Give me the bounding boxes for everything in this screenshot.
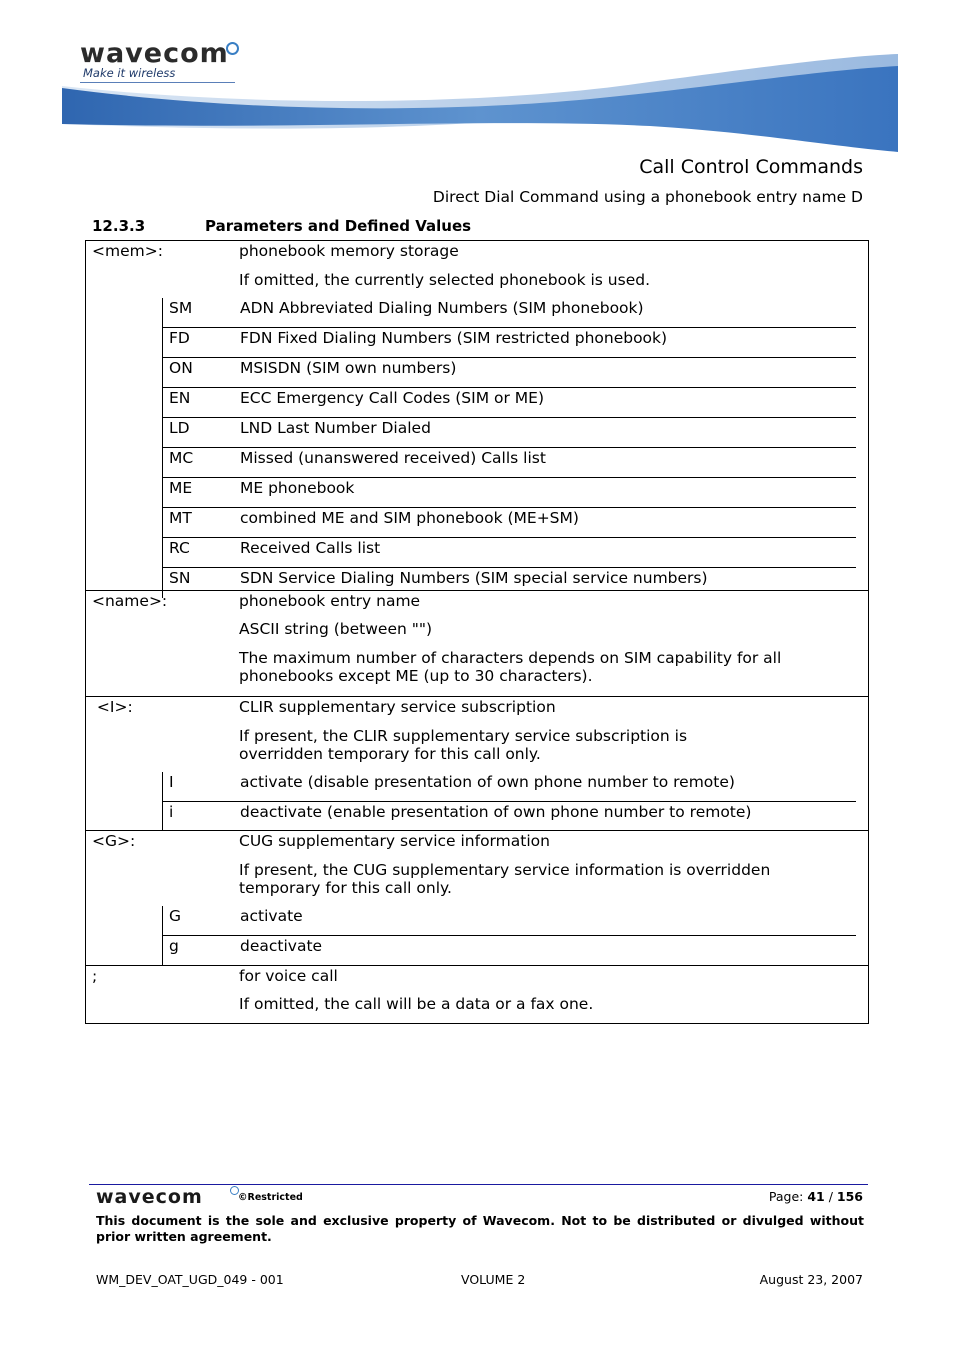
value-row <box>162 417 856 447</box>
page-subtitle: Direct Dial Command using a phonebook entry name D <box>432 188 863 206</box>
value-list <box>162 906 868 965</box>
value-row <box>162 906 856 935</box>
param-block-voice <box>85 966 869 1024</box>
value-text: Received Calls list <box>240 539 381 557</box>
section-heading <box>92 217 471 235</box>
value-row <box>162 801 856 831</box>
param-description: for voice call <box>239 967 338 985</box>
param-block-name <box>85 591 869 697</box>
param-label: <I>: <box>92 698 133 716</box>
param-row <box>86 832 868 850</box>
value-code: ON <box>169 359 193 377</box>
param-label: <G>: <box>92 832 136 850</box>
logo-tagline: Make it wireless <box>83 66 176 80</box>
value-row <box>162 935 856 965</box>
param-label: ; <box>92 967 98 985</box>
param-row <box>86 271 868 289</box>
page-title: Call Control Commands <box>639 156 863 178</box>
page-separator: / <box>824 1189 837 1204</box>
value-code: LD <box>169 419 190 437</box>
param-description: phonebook memory storage <box>239 242 459 260</box>
value-list <box>162 298 868 598</box>
value-text: FDN Fixed Dialing Numbers (SIM restricted phonebook) <box>240 329 668 347</box>
value-code: SN <box>169 569 191 587</box>
param-row <box>86 620 868 638</box>
param-row <box>86 861 868 897</box>
page-label: Page: <box>768 1189 808 1204</box>
value-code: g <box>169 937 179 955</box>
value-row <box>162 477 856 507</box>
param-description: If present, the CLIR supplementary service subscription is overridden temporary for this call only. <box>239 727 688 763</box>
document-reference: WM_DEV_OAT_UGD_049 - 001 <box>96 1272 284 1287</box>
footer-notice: This document is the sole and exclusive property of Wavecom. Not to be distributed or divulged without prior written agreement. <box>96 1213 864 1244</box>
document-date: August 23, 2007 <box>759 1272 863 1287</box>
value-text: activate (disable presentation of own phone number to remote) <box>240 773 735 791</box>
footer-logo: wavecom <box>96 1186 203 1208</box>
param-row <box>86 592 868 610</box>
value-text: MSISDN (SIM own numbers) <box>240 359 457 377</box>
value-code: G <box>169 907 182 925</box>
value-code: MC <box>169 449 194 467</box>
value-text: Missed (unanswered received) Calls list <box>240 449 546 467</box>
value-row <box>162 772 856 801</box>
page-current: 41 <box>807 1189 825 1204</box>
param-row <box>86 242 868 260</box>
value-text: ECC Emergency Call Codes (SIM or ME) <box>240 389 545 407</box>
param-description: ASCII string (between "") <box>239 620 433 638</box>
param-block-mem <box>85 240 869 591</box>
param-block-clir <box>85 697 869 831</box>
page-total: 156 <box>836 1189 863 1204</box>
value-text: deactivate (enable presentation of own phone number to remote) <box>240 803 752 821</box>
param-description: If omitted, the currently selected phonebook is used. <box>239 271 650 289</box>
param-label: <mem>: <box>92 242 163 260</box>
param-description: If present, the CUG supplementary service information is overridden temporary for this call only. <box>239 861 771 897</box>
value-code: MT <box>169 509 192 527</box>
footer-restricted: ©Restricted <box>238 1192 303 1203</box>
parameters-table <box>85 240 869 1024</box>
param-description: CUG supplementary service information <box>239 832 550 850</box>
value-text: ADN Abbreviated Dialing Numbers (SIM phonebook) <box>240 299 644 317</box>
param-label: <name>: <box>92 592 168 610</box>
section-title: Parameters and Defined Values <box>205 217 472 235</box>
value-text: activate <box>240 907 303 925</box>
value-text: SDN Service Dialing Numbers (SIM special service numbers) <box>240 569 708 587</box>
value-row <box>162 507 856 537</box>
param-description: phonebook entry name <box>239 592 421 610</box>
param-row <box>86 995 868 1013</box>
param-row <box>86 649 868 685</box>
header-swoosh-graphic <box>60 52 900 156</box>
value-code: ME <box>169 479 193 497</box>
param-description: If omitted, the call will be a data or a fax one. <box>239 995 594 1013</box>
param-description: CLIR supplementary service subscription <box>239 698 556 716</box>
value-row <box>162 387 856 417</box>
page-number <box>769 1189 863 1204</box>
value-text: deactivate <box>240 937 323 955</box>
value-row <box>162 537 856 567</box>
param-description: The maximum number of characters depends on SIM capability for all phonebooks except ME (up to 30 characters). <box>239 649 782 685</box>
param-row <box>86 698 868 716</box>
param-row <box>86 967 868 985</box>
value-row <box>162 447 856 477</box>
logo-wordmark: wavecom <box>80 38 229 69</box>
param-row <box>86 727 868 763</box>
value-code: FD <box>169 329 190 347</box>
value-list <box>162 772 868 831</box>
value-row <box>162 327 856 357</box>
value-text: ME phonebook <box>240 479 355 497</box>
section-number: 12.3.3 <box>92 217 146 235</box>
param-block-cug <box>85 831 869 966</box>
value-code: I <box>169 773 174 791</box>
value-text: LND Last Number Dialed <box>240 419 431 437</box>
value-code: SM <box>169 299 193 317</box>
value-code: RC <box>169 539 190 557</box>
value-row <box>162 357 856 387</box>
value-code: EN <box>169 389 191 407</box>
document-volume: VOLUME 2 <box>461 1272 526 1287</box>
footer-divider <box>89 1184 868 1185</box>
value-row <box>162 298 856 327</box>
value-code: i <box>169 803 174 821</box>
value-text: combined ME and SIM phonebook (ME+SM) <box>240 509 579 527</box>
